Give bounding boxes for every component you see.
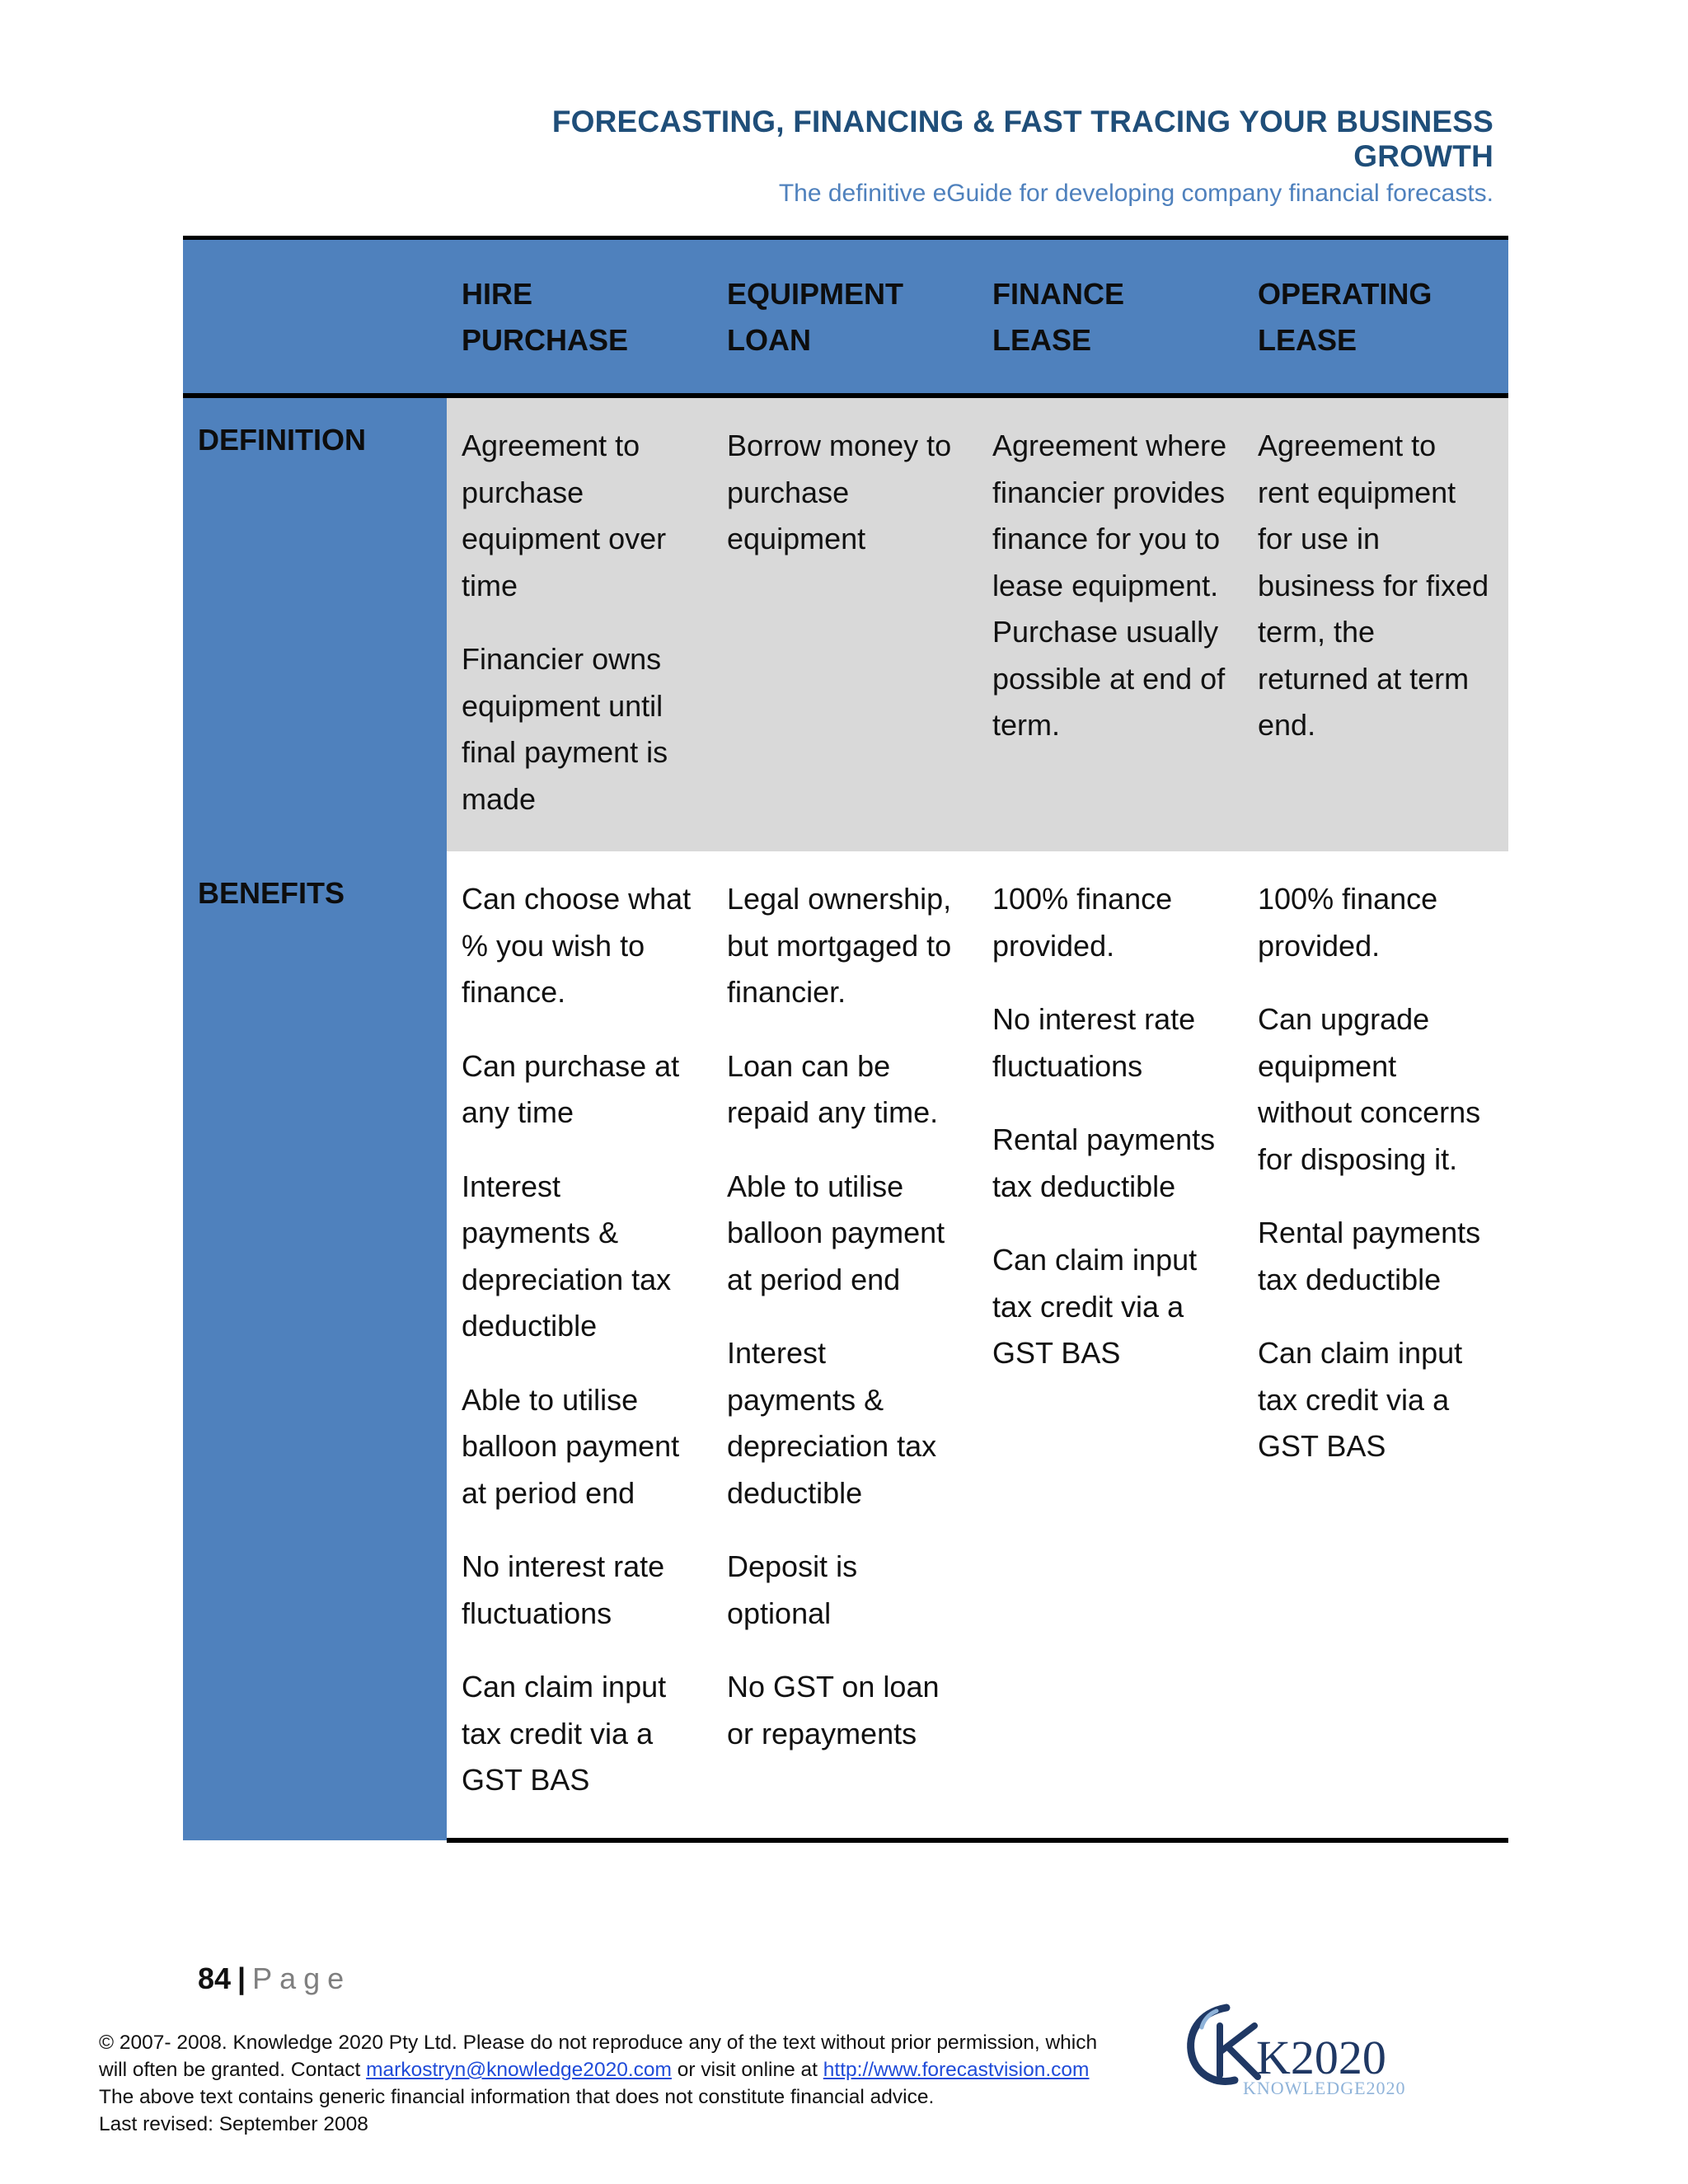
cell-text: Interest payments & depreciation tax deductible xyxy=(727,1336,937,1510)
cell-text: Can purchase at any time xyxy=(462,1048,680,1129)
cell-definition-finance-lease xyxy=(978,398,1243,851)
cell-benefits-hire-purchase xyxy=(447,851,712,1840)
footer-line-2 xyxy=(99,2056,1170,2083)
cell-text: Agreement where financier provides finance for you to lease equipment. Purchase usually possible at end of term. xyxy=(992,429,1227,742)
header-corner-cell xyxy=(183,240,447,393)
column-header-finance-lease: FINANCE LEASE xyxy=(992,277,1124,357)
footer-line-3: The above text contains generic financial information that does not constitute financial advice. xyxy=(99,2086,935,2108)
page-number-separator: | xyxy=(237,1961,246,1995)
page-header-subtitle: The definitive eGuide for developing company financial forecasts. xyxy=(778,180,1493,207)
footer-line-1: © 2007- 2008. Knowledge 2020 Pty Ltd. Please do not reproduce any of the text without prior permission, which xyxy=(99,2032,1098,2054)
cell-text: Rental payments tax deductible xyxy=(992,1122,1216,1203)
cell-text: Loan can be repaid any time. xyxy=(727,1048,939,1129)
cell-text: No interest rate fluctuations xyxy=(992,1002,1196,1083)
cell-text: No interest rate fluctuations xyxy=(462,1549,665,1630)
cell-definition-hire-purchase xyxy=(447,398,712,851)
logo-mark-icon xyxy=(1184,2001,1431,2100)
cell-definition-equipment-loan xyxy=(712,398,978,851)
cell-text: Rental payments tax deductible xyxy=(1258,1216,1481,1296)
cell-text: 100% finance provided. xyxy=(992,882,1173,963)
cell-text: Can claim input tax credit via a GST BAS xyxy=(992,1243,1198,1370)
table-bottom-rule xyxy=(447,1838,1508,1843)
row-label-definition: DEFINITION xyxy=(183,398,447,851)
website-link[interactable]: http://www.forecastvision.com xyxy=(823,2059,1090,2081)
page-number-word: Page xyxy=(252,1961,352,1995)
cell-text: Able to utilise balloon payment at period end xyxy=(727,1169,945,1296)
knowledge2020-logo xyxy=(1184,2001,1431,2100)
cell-text: 100% finance provided. xyxy=(1258,882,1438,963)
column-header-operating-lease: OPERATING LEASE xyxy=(1258,277,1432,357)
row-label-benefits: BENEFITS xyxy=(183,851,447,1840)
page-header-title: FORECASTING, FINANCING & FAST TRACING YOUR BUSINESS GROWTH xyxy=(551,105,1493,173)
cell-text: Agreement to purchase equipment over time xyxy=(462,429,667,602)
footer-line-2-mid: or visit online at xyxy=(671,2059,823,2081)
cell-text: Can claim input tax credit via a GST BAS xyxy=(462,1670,667,1797)
footer-copyright xyxy=(99,2029,1170,2138)
table-header-row xyxy=(183,240,1508,393)
column-header-hire-purchase: HIRE PURCHASE xyxy=(462,277,629,357)
cell-text: Agreement to rent equipment for use in business for fixed term, the returned at term end. xyxy=(1258,429,1489,742)
cell-text: Financier owns equipment until final payment is made xyxy=(462,642,668,816)
cell-text: Deposit is optional xyxy=(727,1549,858,1630)
cell-text: No GST on loan or repayments xyxy=(727,1670,940,1750)
page-number xyxy=(198,1961,351,1996)
cell-definition-operating-lease xyxy=(1243,398,1508,851)
cell-text: Legal ownership, but mortgaged to financier. xyxy=(727,882,952,1009)
cell-text: Can claim input tax credit via a GST BAS xyxy=(1258,1336,1463,1463)
table-row-definition xyxy=(183,398,1508,851)
page-number-value: 84 xyxy=(198,1961,232,1995)
cell-text: Able to utilise balloon payment at period end xyxy=(462,1382,680,1510)
finance-comparison-table xyxy=(183,236,1508,1840)
cell-text: Interest payments & depreciation tax deductible xyxy=(462,1169,672,1343)
contact-email-link[interactable]: markostryn@knowledge2020.com xyxy=(366,2059,672,2081)
table-row-benefits xyxy=(183,851,1508,1840)
cell-text: Can upgrade equipment without concerns for disposing it. xyxy=(1258,1002,1481,1176)
logo-mark-text: K2020 xyxy=(1256,2031,1386,2084)
cell-benefits-operating-lease xyxy=(1243,851,1508,1840)
footer-line-4: Last revised: September 2008 xyxy=(99,2113,368,2135)
cell-benefits-finance-lease xyxy=(978,851,1243,1840)
cell-benefits-equipment-loan xyxy=(712,851,978,1840)
column-header-equipment-loan: EQUIPMENT LOAN xyxy=(727,277,904,357)
logo-name-text: KNOWLEDGE2020 xyxy=(1243,2078,1406,2098)
cell-text: Can choose what % you wish to finance. xyxy=(462,882,692,1009)
footer-line-2-text: will often be granted. Contact xyxy=(99,2059,367,2081)
cell-text: Borrow money to purchase equipment xyxy=(727,429,952,555)
